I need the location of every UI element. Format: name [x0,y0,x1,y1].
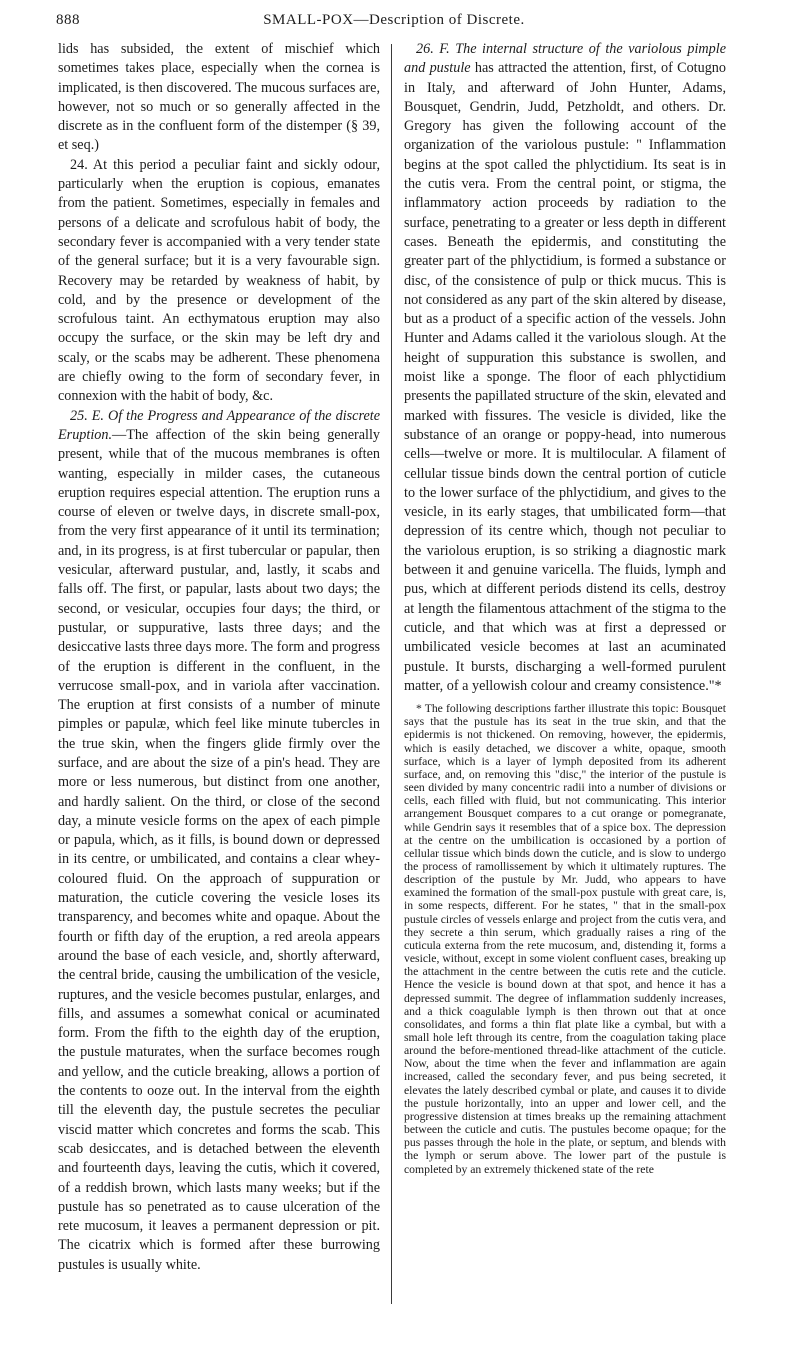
right-column [404,40,726,1176]
running-title: SMALL-POX—Description of Discrete. [263,12,525,28]
section-f-body: has attracted the attention, first, of Cotugno in Italy, and afterward of John Hunter, Adams, Bousquet, Gendrin, Judd, Petzholdt, and others. Dr. Gregory has given the following account of the organization of the variolous pustule: " Inflammation begins at the spot called the phlyctidium. Its seat is in the cutis vera. From the central point, or stigma, the inflammatory action proceeds by radiation to the surface, penetrating to a greater or less depth in different cases. Beneath the epidermis, and constituting the greater part of the phlyctidium, is formed a substance or disc, of the consistence of pulp or thick mucus. This is not considered as any part of the skin altered by disease, but as a product of a specific action of the vessels. John Hunter and Adams called it the variolous slough. At the height of suppuration this substance is swollen, and moist like a sponge. The floor of each phlyctidium presents the papillated structure of the skin, elevated and marked with fissures. The vesicle is divided, like the substance of an orange or poppy-head, into numerous cells—twelve or more. It is multilocular. A filament of cellular tissue binds down the central portion of cuticle to the lower surface of the phlyctidium, and gives to the vesicle, in its early stages, that umbilicated form—that depression of its centre which, though not peculiar to the variolous eruption, is so striking a diagnostic mark between it and genuine varicella. The fluids, lymph and pus, which at different periods distend its cells, destroy at length the filamentous attachment of the stigma to the cuticle, and that which was at first a depressed or umbilicated vesicle becomes at last an acuminated pustule. It bursts, discharging a well-formed purulent matter, of a yellowish colour and creamy consistence."* [404,60,726,694]
paragraph-23-continued: lids has subsided, the extent of mischief which sometimes takes place, especially when the cornea is implicated, is then discovered. The mucous surfaces are, however, not so much or so generally affected in the discrete as in the confluent form of the distemper (§ 39, et seq.) [58,41,380,154]
paragraph-26 [404,40,726,696]
section-f-heading: 26. F. The internal structure of the variolous pimple and pustule [404,41,726,77]
paragraph-25 [58,407,380,1275]
section-e-heading: 25. E. Of the Progress and Appearance of the discrete Eruption. [58,407,380,443]
footnote-text: * The following descriptions farther illustrate this topic: Bousquet says that the pustule has its seat in the true skin, and that the epidermis is not thickened. On removing, however, the epidermis, which is easily detached, we discover a white, opaque, smooth surface, which is a layer of lymph deposited from its adherent surface, and, on removing this "disc," the interior of the pustule is seen divided by many concentric radii into a number of divisions or cells, each filled with fluid, but not communicating. This interior arrangement Bousquet compares to a cut orange or pomegranate, while Gendrin says it resembles that of a spice box. The depression at the centre on the umbilication is occasioned by a portion of cellular tissue which binds down the cuticle, and is slow to undergo the process of ramollissement by which it ultimately ruptures. The description of the pustule by Mr. Judd, who appears to have examined the formation of the small-pox pustule with great care, is, in some respects, different. For he states, " that in the small-pox pustule circles of vessels enlarge and project from the cutis vera, and they secrete a thin serum, which gradually raises a ring of the cuticula externa from the rete mucosum, and, distending it, forms a vesicle, without, except in some violent confluent cases, breaking up the attachment in the centre between the cutis rete and the cuticle. Hence the vesicle is bound down at that spot, and hence it has a depressed summit. The degree of inflammation suddenly increases, and a thick coagulable lymph is then thrown out that at once consolidates, and forms a thin flat plate like a cymbal, but with a small hole left through its centre, from the coagulation taking place around the before-mentioned thread-like attachment of the cuticle. Now, about the time when the fever and inflammation are again increased, called the secondary fever, and pus being secreted, it elevates the lately described cymbal or plate, and causes it to divide the pustule horizontally, into an upper and lower cell, and the progressive distension at times breaks up the remaining attachment between the cuticle and cutis. The pustules become opaque; for the pus passes through the hole in the plate, or septum, and blends with the lymph or serum above. The lower part of the pustule is completed by an extremely thickened state of the rete [404,702,726,1176]
page-number: 888 [56,12,80,28]
paragraph-24: 24. At this period a peculiar faint and sickly odour, particularly when the eruption is copious, emanates from the patient. Sometimes, especially in females and persons of a delicate and scrofulous habit of body, the secondary fever is accompanied with a very tender state of the general surface; but it is a very favourable sign. Recovery may be retarded by weakness of habit, by cold, and by the presence or development of the scrofulous taint. An ecthymatous eruption may also occupy the surface, or the skin may be left dry and scaly, or the scabs may be adherent. These phenomena are chiefly owing to the form of secondary fever, in connexion with the habit of body, &c. [58,156,380,405]
footnote [404,702,726,1176]
column-divider [391,44,392,1304]
left-column [58,40,380,1275]
running-header [56,12,732,36]
section-e-body: —The affection of the skin being generally present, while that of the mucous membranes is often wanting, especially in milder cases, the cutaneous eruption requires especial attention. The eruption runs a course of eleven or twelve days, in discrete small-pox, from the very first appearance of it until its termination; and, in its progress, is at first tubercular or papular, then vesicular, afterward pustular, and, lastly, it scabs and falls off. The first, or papular, lasts about two days; the second, or vesicular, occupies four days; the third, or pustular, or suppurative, lasts three days; and the desiccative lasts three days more. The form and progress of the eruption is different in the confluent, in the verrucose small-pox, and in variola after vaccination. The eruption at first consists of a number of minute pimples or papulæ, which feel like minute tubercles in the true skin, when the fingers glide firmly over the surface, and are about the size of a pin's head. They are more or less numerous, but distinct from one another, and hardly salient. On the third, or close of the second day, a minute vesicle forms on the apex of each pimple or papula, which, as it fills, is bound down or depressed in its centre, or umbilicated, and contains a clear whey-coloured fluid. On the approach of suppuration or maturation, the cuticle covering the vesicle loses its transparency, and becomes white and opaque. About the fourth or fifth day of the eruption, a red areola appears around the base of each vesicle, and, shortly afterward, the central bride, causing the umbilication of the vesicle, ruptures, and the vesicle becomes pustular, enlarges, and fills, and assumes a somewhat conical or acuminated form. From the fifth to the eighth day of the eruption, the pustule maturates, when the surface becomes rough and yellow, and the cuticle breaking, allows a portion of the contents to ooze out. In the interval from the eighth till the eleventh day, the pustule secretes the peculiar viscid matter which concretes and forms the scab. This scab desiccates, and is detached between the eleventh and fourteenth days, leaving the cutis, which it covered, of a reddish brown, which lasts many weeks; but if the pustule has so penetrated as to cause ulceration of the rete mucosum, it leaves a permanent depression or pit. The cicatrix which is formed after these burrowing pustules is usually white. [58,426,380,1273]
